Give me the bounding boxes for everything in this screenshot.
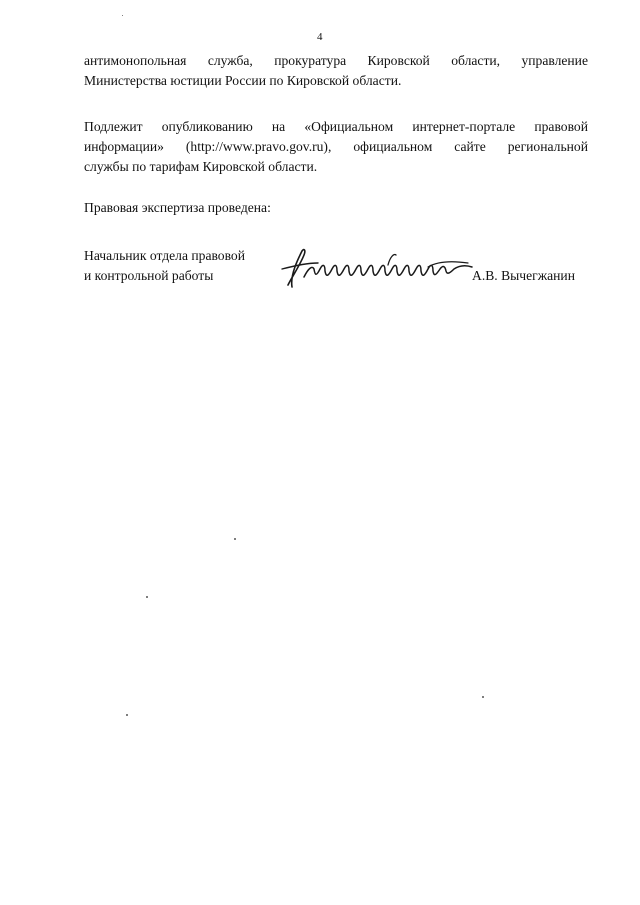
scan-speck	[146, 596, 148, 598]
legal-review-paragraph	[84, 198, 588, 218]
position-line: Начальник отдела правовой	[84, 248, 246, 263]
publication-paragraph	[84, 117, 588, 177]
paragraph-line: Министерства юстиции России по Кировской области.	[84, 73, 402, 88]
position-line: и контрольной работы	[84, 268, 214, 283]
scan-speck	[482, 696, 484, 698]
signer-position	[84, 246, 264, 286]
handwritten-signature	[278, 247, 474, 289]
paragraph-line: Правовая экспертиза проведена:	[84, 200, 271, 215]
paragraph-line: информации» (http://www.pravo.gov.ru), официальном сайте региональной	[84, 139, 588, 154]
scan-speck	[122, 15, 123, 16]
paragraph-line: антимонопольная служба, прокуратура Кировской области, управление	[84, 53, 588, 68]
signer-name: А.В. Вычегжанин	[472, 268, 575, 283]
paragraph-line: службы по тарифам Кировской области.	[84, 159, 318, 174]
paragraph-line: Подлежит опубликованию на «Официальном интернет-портале правовой	[84, 119, 588, 134]
distribution-paragraph	[84, 51, 588, 91]
scan-speck	[126, 714, 128, 716]
scan-speck	[234, 538, 236, 540]
page-number: 4	[317, 31, 323, 43]
